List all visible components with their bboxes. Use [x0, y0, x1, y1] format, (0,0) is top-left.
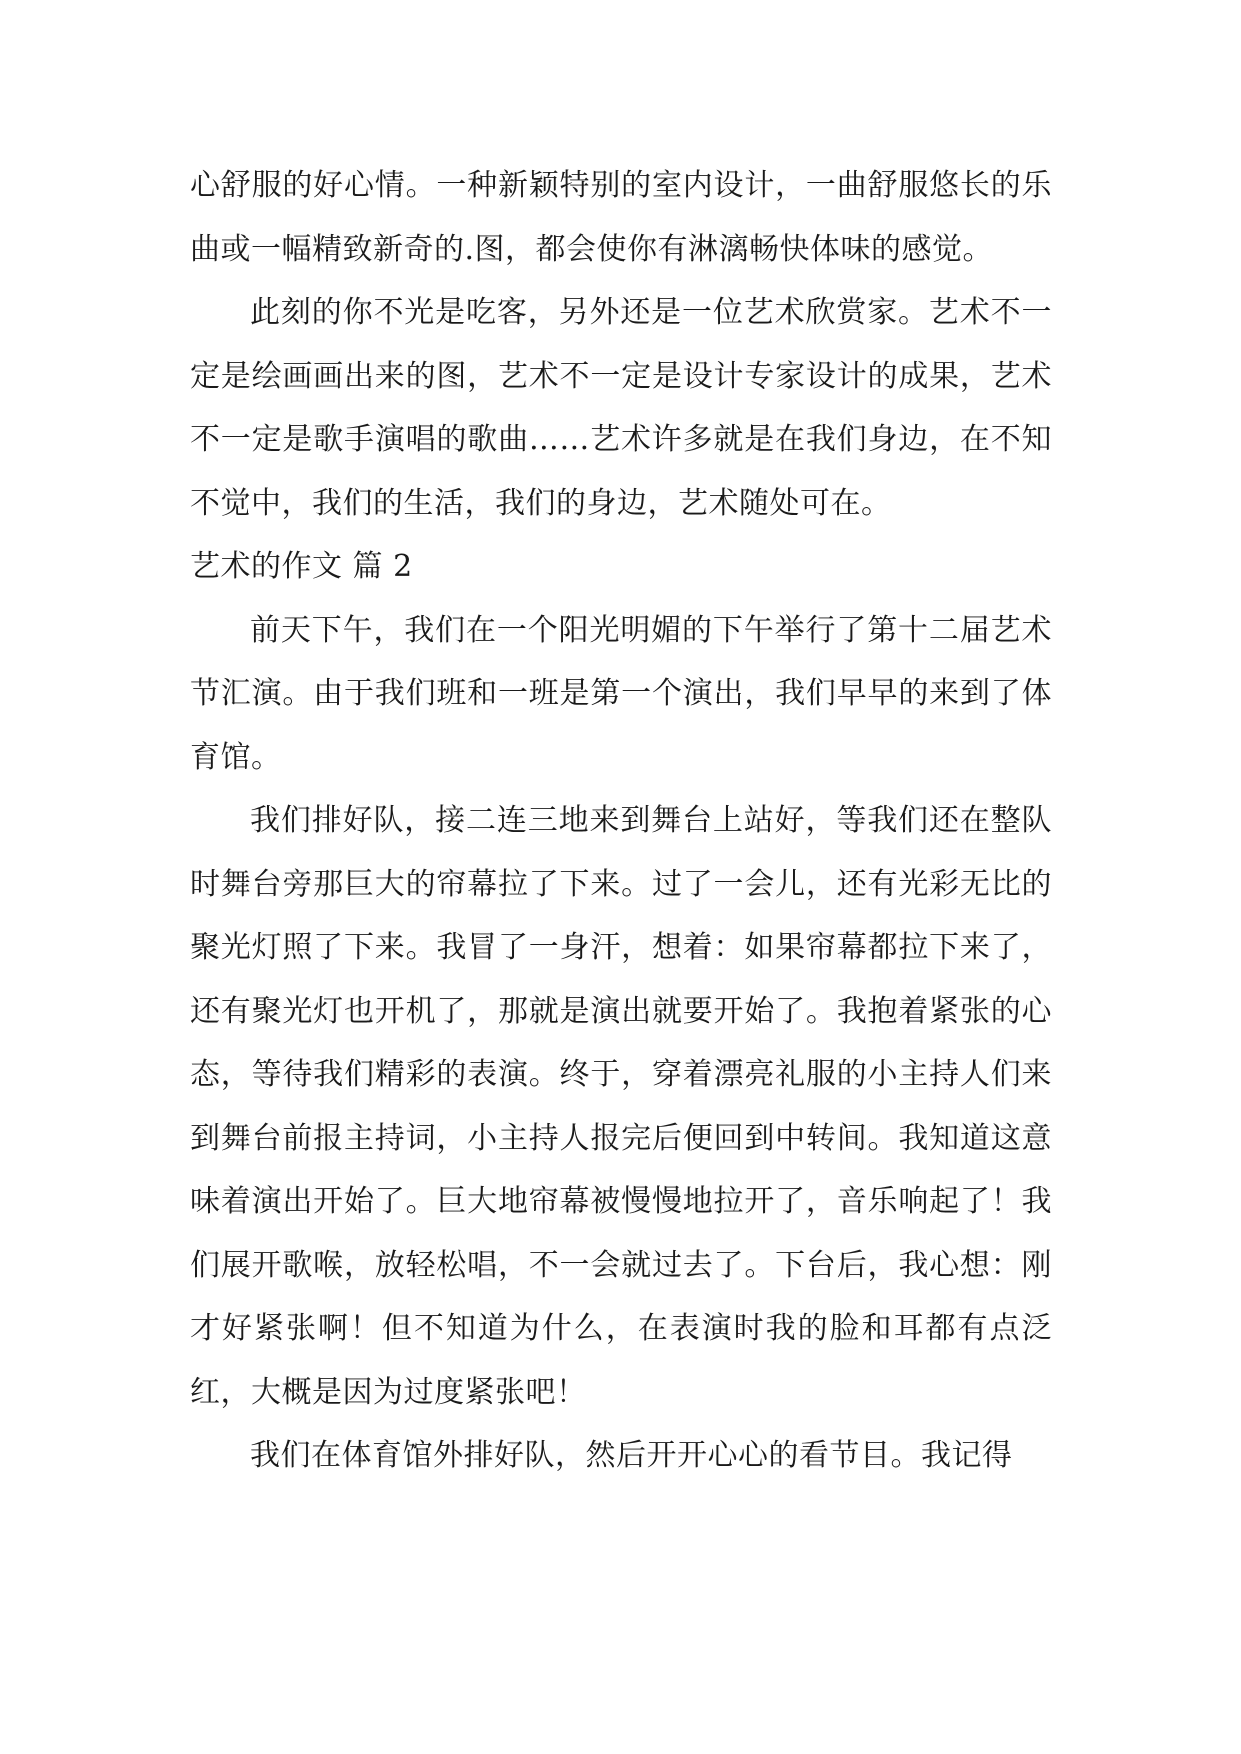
- section-heading: 艺术的作文 篇 2: [190, 549, 413, 584]
- paragraph-1: 心舒服的好心情。一种新颖特别的室内设计，一曲舒服悠长的乐曲或一幅精致新奇的.图，都会使你有淋漓畅快体味的感觉。: [190, 168, 1052, 267]
- paragraph-4: 我们排好队，接二连三地来到舞台上站好，等我们还在整队时舞台旁那巨大的帘幕拉了下来。过了一会儿，还有光彩无比的聚光灯照了下来。我冒了一身汗，想着：如果帘幕都拉下来了，还有聚光灯也开机了，那就是演出就要开始了。我抱着紧张的心态，等待我们精彩的表演。终于，穿着漂亮礼服的小主持人们来到舞台前报主持词，小主持人报完后便回到中转间。我知道这意味着演出开始了。巨大地帘幕被慢慢地拉开了，音乐响起了！我们展开歌喉，放轻松唱，不一会就过去了。下台后，我心想：刚才好紧张啊！但不知道为什么，在表演时我的脸和耳都有点泛红，大概是因为过度紧张吧！: [190, 803, 1052, 1410]
- document-page: [190, 154, 1052, 1488]
- paragraph-3: 前天下午，我们在一个阳光明媚的下午举行了第十二届艺术节汇演。由于我们班和一班是第一个演出，我们早早的来到了体育馆。: [190, 612, 1052, 775]
- paragraph-5: 我们在体育馆外排好队，然后开开心心的看节目。我记得: [250, 1438, 1013, 1473]
- paragraph-2: 此刻的你不光是吃客，另外还是一位艺术欣赏家。艺术不一定是绘画画出来的图，艺术不一定是设计专家设计的成果，艺术不一定是歌手演唱的歌曲……艺术许多就是在我们身边，在不知不觉中，我们的生活，我们的身边，艺术随处可在。: [190, 295, 1052, 521]
